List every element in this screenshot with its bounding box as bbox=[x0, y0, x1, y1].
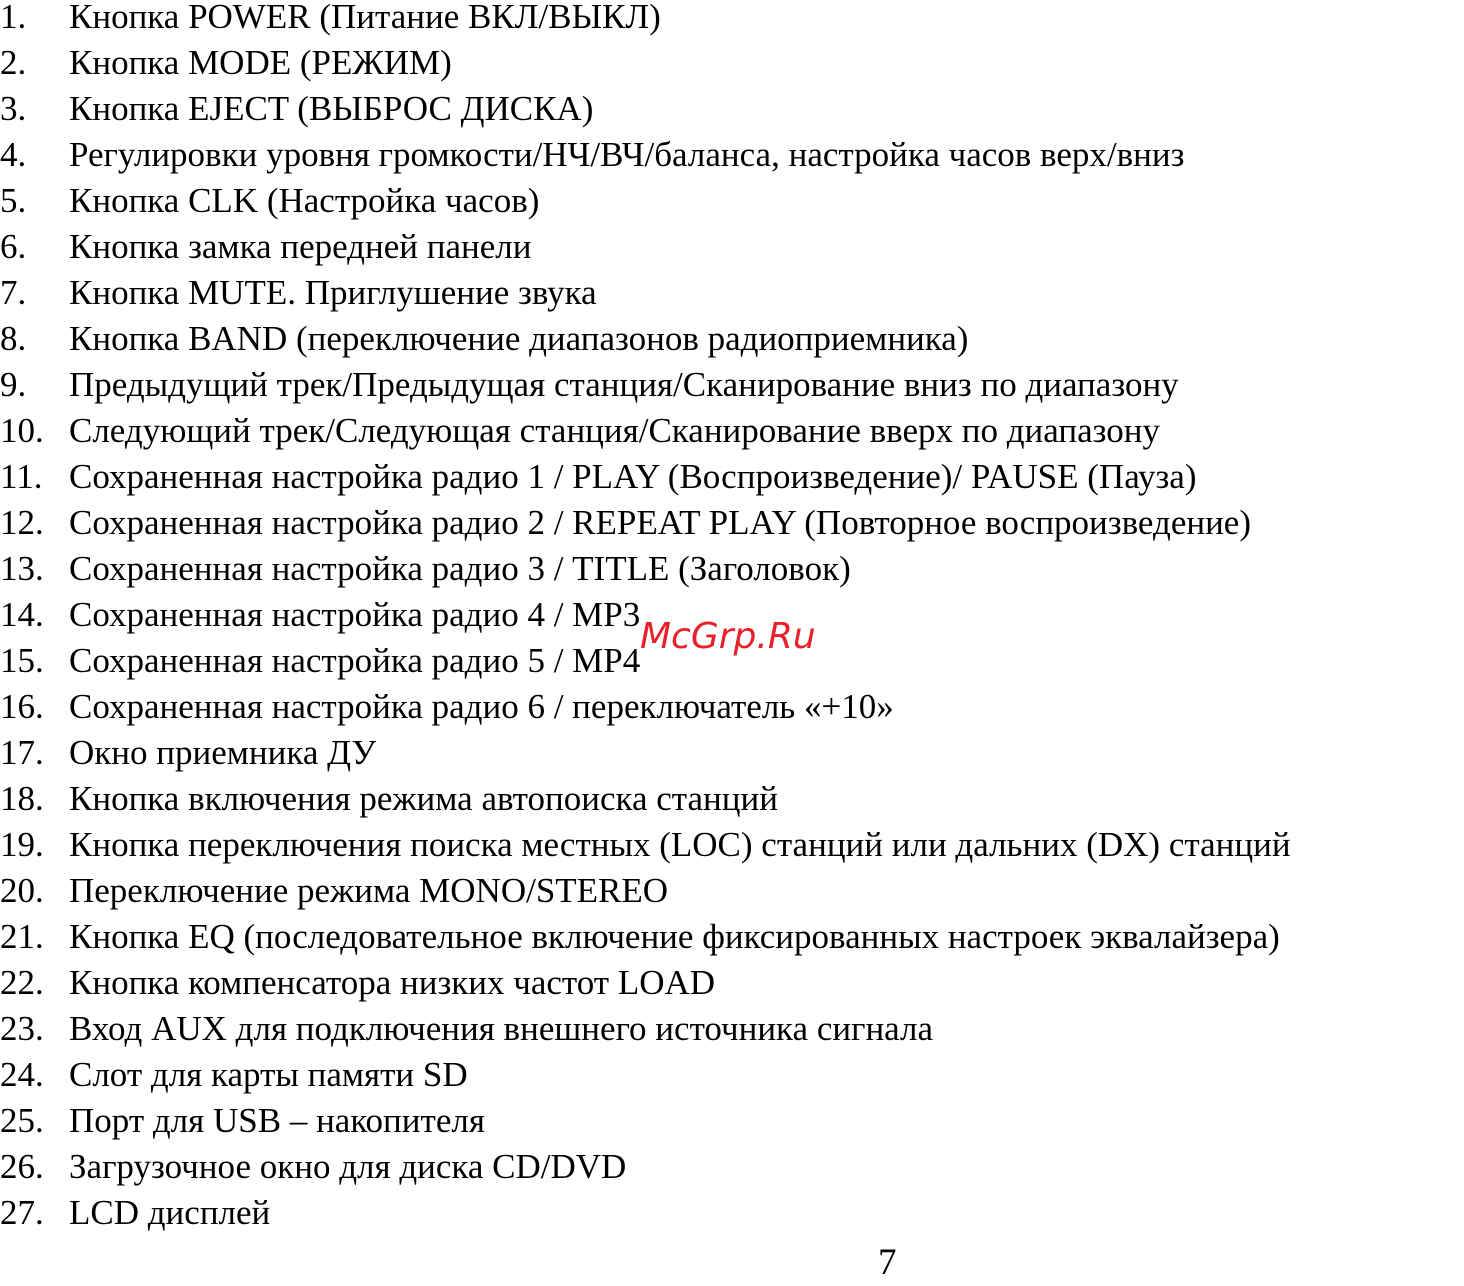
item-number: 17. bbox=[0, 733, 44, 772]
item-text: Загрузочное окно для диска CD/DVD bbox=[69, 1147, 627, 1186]
item-number: 1. bbox=[0, 0, 27, 36]
item-number: 5. bbox=[0, 181, 27, 220]
item-text: Кнопка включения режима автопоиска станций bbox=[69, 779, 778, 818]
item-number: 16. bbox=[0, 687, 44, 726]
list-item bbox=[0, 270, 1464, 316]
item-text: Регулировки уровня громкости/НЧ/ВЧ/баланса, настройка часов верх/вниз bbox=[69, 135, 1185, 174]
item-text: LCD дисплей bbox=[69, 1193, 271, 1232]
item-number: 15. bbox=[0, 641, 44, 680]
item-number: 24. bbox=[0, 1055, 44, 1094]
item-number: 23. bbox=[0, 1009, 44, 1048]
item-number: 26. bbox=[0, 1147, 44, 1186]
list-item bbox=[0, 684, 1464, 730]
item-text: Сохраненная настройка радио 6 / переключатель «+10» bbox=[69, 687, 894, 726]
item-number: 27. bbox=[0, 1193, 44, 1232]
list-item bbox=[0, 822, 1464, 868]
list-item bbox=[0, 960, 1464, 1006]
item-number: 8. bbox=[0, 319, 27, 358]
item-number: 14. bbox=[0, 595, 44, 634]
list-item bbox=[0, 40, 1464, 86]
item-number: 6. bbox=[0, 227, 27, 266]
item-text: Сохраненная настройка радио 1 / PLAY (Воспроизведение)/ PAUSE (Пауза) bbox=[69, 457, 1197, 496]
item-text: Переключение режима MONO/STEREO bbox=[69, 871, 669, 910]
item-text: Кнопка EQ (последовательное включение фиксированных настроек эквалайзера) bbox=[69, 917, 1280, 956]
list-item bbox=[0, 86, 1464, 132]
item-number: 22. bbox=[0, 963, 44, 1002]
item-number: 25. bbox=[0, 1101, 44, 1140]
list-item bbox=[0, 1190, 1464, 1236]
item-text: Предыдущий трек/Предыдущая станция/Сканирование вниз по диапазону bbox=[69, 365, 1179, 404]
item-number: 20. bbox=[0, 871, 44, 910]
list-item bbox=[0, 730, 1464, 776]
list-item bbox=[0, 1144, 1464, 1190]
list-item bbox=[0, 362, 1464, 408]
item-text: Сохраненная настройка радио 4 / MP3 bbox=[69, 595, 641, 634]
list-item bbox=[0, 868, 1464, 914]
item-number: 10. bbox=[0, 411, 44, 450]
list-item bbox=[0, 316, 1464, 362]
item-number: 13. bbox=[0, 549, 44, 588]
list-item bbox=[0, 1098, 1464, 1144]
list-item bbox=[0, 1006, 1464, 1052]
item-number: 4. bbox=[0, 135, 27, 174]
list-item bbox=[0, 500, 1464, 546]
item-text: Кнопка замка передней панели bbox=[69, 227, 532, 266]
list-item bbox=[0, 178, 1464, 224]
list-item bbox=[0, 914, 1464, 960]
list-item bbox=[0, 454, 1464, 500]
list-item bbox=[0, 546, 1464, 592]
item-text: Следующий трек/Следующая станция/Сканирование вверх по диапазону bbox=[69, 411, 1160, 450]
item-number: 3. bbox=[0, 89, 27, 128]
item-text: Кнопка CLK (Настройка часов) bbox=[69, 181, 540, 220]
item-text: Вход AUX для подключения внешнего источника сигнала bbox=[69, 1009, 934, 1048]
page-number: 7 bbox=[878, 1242, 897, 1283]
item-text: Окно приемника ДУ bbox=[69, 733, 377, 772]
item-text: Кнопка переключения поиска местных (LOC) станций или дальних (DX) станций bbox=[69, 825, 1291, 864]
item-text: Кнопка компенсатора низких частот LOAD bbox=[69, 963, 716, 1002]
item-number: 12. bbox=[0, 503, 44, 542]
item-text: Сохраненная настройка радио 3 / TITLE (Заголовок) bbox=[69, 549, 851, 588]
list-item bbox=[0, 132, 1464, 178]
item-number: 2. bbox=[0, 43, 27, 82]
item-number: 18. bbox=[0, 779, 44, 818]
item-number: 9. bbox=[0, 365, 27, 404]
item-text: Кнопка MODE (РЕЖИМ) bbox=[69, 43, 452, 82]
list-item bbox=[0, 1052, 1464, 1098]
item-text: Кнопка EJECT (ВЫБРОС ДИСКА) bbox=[69, 89, 594, 128]
item-text: Кнопка MUTE. Приглушение звука bbox=[69, 273, 597, 312]
item-number: 11. bbox=[0, 457, 43, 496]
watermark-logo: McGrp.Ru bbox=[640, 616, 816, 657]
item-text: Кнопка POWER (Питание ВКЛ/ВЫКЛ) bbox=[69, 0, 661, 36]
item-text: Слот для карты памяти SD bbox=[69, 1055, 468, 1094]
item-text: Порт для USB – накопителя bbox=[69, 1101, 485, 1140]
list-item bbox=[0, 0, 1464, 40]
item-number: 7. bbox=[0, 273, 27, 312]
item-text: Сохраненная настройка радио 5 / MP4 bbox=[69, 641, 641, 680]
item-text: Сохраненная настройка радио 2 / REPEAT PLAY (Повторное воспроизведение) bbox=[69, 503, 1252, 542]
item-number: 21. bbox=[0, 917, 44, 956]
item-number: 19. bbox=[0, 825, 44, 864]
list-item bbox=[0, 776, 1464, 822]
list-item bbox=[0, 224, 1464, 270]
item-text: Кнопка BAND (переключение диапазонов радиоприемника) bbox=[69, 319, 969, 358]
list-item bbox=[0, 408, 1464, 454]
